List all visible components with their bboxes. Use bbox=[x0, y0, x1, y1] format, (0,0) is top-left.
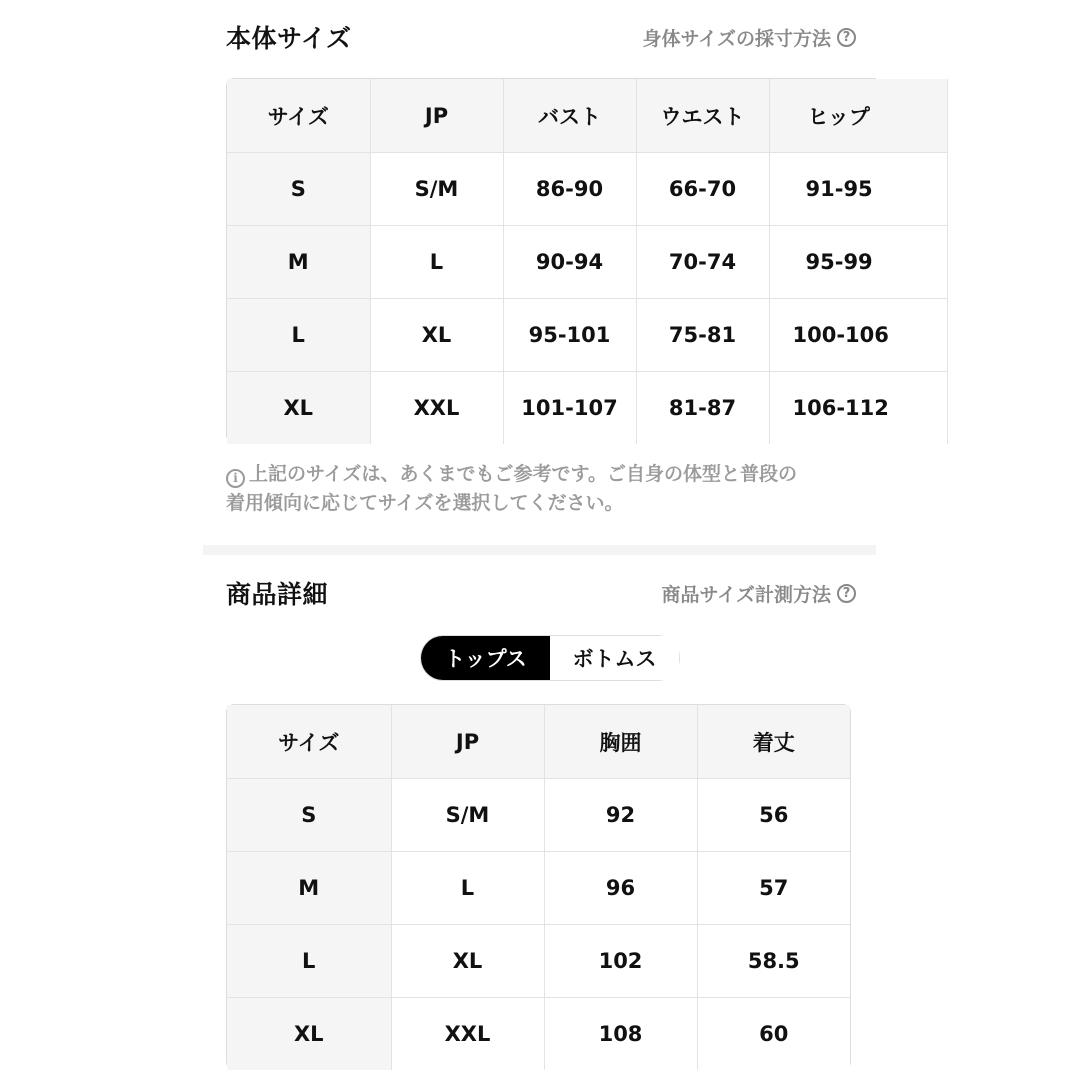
garment-type-toggle bbox=[420, 635, 680, 681]
product-measure-method-link[interactable] bbox=[662, 580, 856, 607]
column-header: JP bbox=[370, 79, 503, 153]
table-cell: 101-107 bbox=[503, 372, 636, 445]
table-row bbox=[227, 998, 850, 1071]
table-cell: 102 bbox=[544, 925, 697, 998]
product-measure-method-label: 商品サイズ計測方法 bbox=[661, 583, 831, 606]
column-header: 胸囲 bbox=[544, 705, 697, 779]
table-cell: L bbox=[227, 299, 370, 372]
table-cell: S/M bbox=[391, 779, 544, 852]
table-cell: M bbox=[227, 852, 391, 925]
table-cell: XXL bbox=[391, 998, 544, 1071]
table-cell: XL bbox=[370, 299, 503, 372]
table-row bbox=[227, 153, 947, 226]
table-cell: 57 bbox=[697, 852, 850, 925]
table-cell: 95-99 bbox=[769, 226, 947, 299]
table-cell: 81-87 bbox=[636, 372, 769, 445]
table-row bbox=[227, 779, 850, 852]
table-cell: XL bbox=[391, 925, 544, 998]
table-cell: L bbox=[370, 226, 503, 299]
table-header-row bbox=[227, 705, 850, 779]
size-disclaimer-note bbox=[226, 460, 866, 518]
table-row bbox=[227, 226, 947, 299]
table-row bbox=[227, 372, 947, 445]
column-header: JP bbox=[391, 705, 544, 779]
column-header: サイズ bbox=[227, 705, 391, 779]
body-size-table bbox=[227, 79, 948, 444]
table-cell: 70-74 bbox=[636, 226, 769, 299]
info-circle-icon: i bbox=[226, 469, 245, 488]
table-cell: 91-95 bbox=[769, 153, 947, 226]
table-cell: 86-90 bbox=[503, 153, 636, 226]
table-row bbox=[227, 852, 850, 925]
note-line-2: 着用傾向に応じてサイズを選択してください。 bbox=[226, 492, 624, 514]
table-cell: S bbox=[227, 153, 370, 226]
table-cell: 108 bbox=[544, 998, 697, 1071]
table-header-row bbox=[227, 79, 947, 153]
table-cell: S bbox=[227, 779, 391, 852]
question-circle-icon: ? bbox=[837, 28, 856, 47]
note-line-1: 上記のサイズは、あくまでもご参考です。ご自身の体型と普段の bbox=[249, 463, 797, 485]
body-size-table-container[interactable] bbox=[226, 78, 889, 443]
column-header: サイズ bbox=[227, 79, 370, 153]
column-header: 着丈 bbox=[697, 705, 850, 779]
column-header: ヒップ bbox=[769, 79, 947, 153]
table-cell: 60 bbox=[697, 998, 850, 1071]
product-size-table-container bbox=[226, 704, 851, 1070]
table-cell: L bbox=[227, 925, 391, 998]
body-size-title: 本体サイズ bbox=[226, 24, 352, 53]
table-cell: 95-101 bbox=[503, 299, 636, 372]
tab-bottoms[interactable]: ボトムス bbox=[550, 636, 679, 680]
table-cell: 92 bbox=[544, 779, 697, 852]
table-cell: 56 bbox=[697, 779, 850, 852]
table-cell: XXL bbox=[370, 372, 503, 445]
body-measure-method-link[interactable] bbox=[643, 24, 856, 51]
table-cell: 66-70 bbox=[636, 153, 769, 226]
table-cell: L bbox=[391, 852, 544, 925]
table-cell: 90-94 bbox=[503, 226, 636, 299]
table-cell: XL bbox=[227, 998, 391, 1071]
product-detail-title: 商品詳細 bbox=[226, 580, 329, 609]
table-cell: M bbox=[227, 226, 370, 299]
body-size-header bbox=[226, 17, 856, 57]
table-cell: 96 bbox=[544, 852, 697, 925]
table-cell: S/M bbox=[370, 153, 503, 226]
body-measure-method-label: 身体サイズの採寸方法 bbox=[642, 27, 831, 50]
table-cell: 106-112 bbox=[769, 372, 947, 445]
table-cell: 58.5 bbox=[697, 925, 850, 998]
column-header: ウエスト bbox=[636, 79, 769, 153]
table-cell: 100-106 bbox=[769, 299, 947, 372]
question-circle-icon: ? bbox=[837, 584, 856, 603]
product-size-table bbox=[227, 705, 850, 1070]
table-row bbox=[227, 299, 947, 372]
table-cell: 75-81 bbox=[636, 299, 769, 372]
table-cell: XL bbox=[227, 372, 370, 445]
tab-tops[interactable]: トップス bbox=[421, 636, 550, 680]
table-row bbox=[227, 925, 850, 998]
section-divider bbox=[203, 545, 876, 555]
product-detail-header bbox=[226, 573, 856, 613]
column-header: バスト bbox=[503, 79, 636, 153]
